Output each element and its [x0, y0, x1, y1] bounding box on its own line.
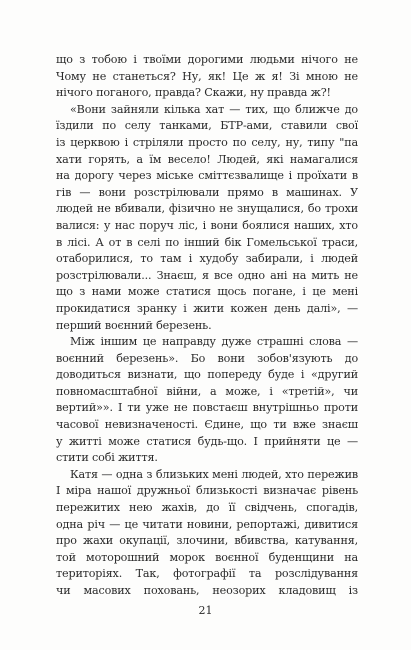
text-line: що з нами може статися щось погане, і це мені [56, 285, 358, 299]
page-number: 21 [198, 604, 213, 617]
text-line: І міра нашої дружньої близькості визначає рівень [56, 484, 358, 498]
text-line: Між іншим це направду дуже страшні слова — [70, 335, 358, 349]
text-line: стити собі життя. [56, 451, 158, 465]
text-line: в лісі. А от в селі по інший бік Гомельської траси, [56, 235, 358, 249]
text-line: Чому не станеться? Ну, як! Це ж я! Зі мною не [56, 69, 358, 83]
text-line: Катя — одна з близьких мені людей, хто пережив [70, 467, 358, 481]
text-line: розстрілювали... Знаєш, я все одно ані на мить не [56, 268, 358, 282]
text-line: нічого поганого, правда? Скажи, ну правда ж?! [56, 86, 331, 100]
text-line: гів — вони розстрілювали прямо в машинах. У [56, 185, 358, 199]
text-line: територіях. Так, фотографії та розслідування [56, 567, 358, 581]
text-line: повномасштабної війни, а може, і «третій», чи [56, 384, 358, 398]
text-line: людей не вбивали, фізично не знущалися, бо трохи [56, 202, 358, 216]
text-line: прокидатися зранку і жити кожен день далі», — [56, 301, 358, 315]
text-line: отаборилися, то там і худобу забирали, і людей [56, 252, 358, 266]
page-body-text [56, 52, 358, 600]
text-line: про жахи окупації, злочини, вбивства, катування, [56, 534, 358, 548]
text-line: перший воєнний березень. [56, 318, 212, 332]
text-line: чи масових поховань, неозорих кладовищ із [56, 584, 358, 597]
text-line: пережитих нею жахів, до її свідчень, спогадів, [56, 501, 358, 515]
text-line: їздили по селу танками, БТР-ами, ставили свої [56, 119, 358, 133]
text-line: на дорогу через міське сміттєзвалище і проїхати в [56, 169, 358, 183]
text-line: у житті може статися будь-що. І прийняти це — [56, 434, 358, 448]
text-line: доводиться визнати, що попереду буде і «другий [56, 368, 358, 382]
text-line: «Вони зайняли кілька хат — тих, що ближче до [70, 102, 358, 116]
text-line: із церквою і стріляли просто по селу, ну, типу "па [56, 135, 358, 149]
text-line: одна річ — це читати новини, репортажі, дивитися [56, 517, 358, 531]
text-line: валися: у нас поруч ліс, і вони боялися наших, хто [56, 218, 358, 232]
text-line: вертий»». І ти уже не повстаєш внутрішньо проти [56, 401, 358, 415]
text-line: воєнний березень». Бо вони зобов'язують до [56, 351, 358, 365]
text-line: хати горять, а їм весело! Людей, які намагалися [56, 152, 358, 166]
text-line: що з тобою і твоїми дорогими людьми нічого не [56, 53, 358, 66]
text-line: часової невизначеності. Єдине, що ти вже знаєш [56, 418, 358, 432]
text-line: той моторошний морок воєнної буденщини на [56, 550, 358, 564]
